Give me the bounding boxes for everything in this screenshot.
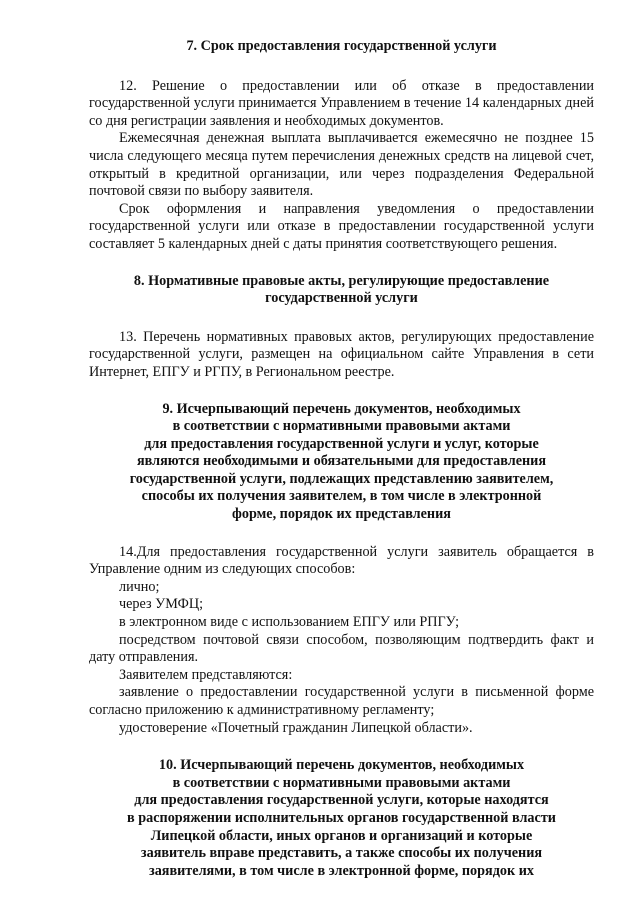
section-8-paragraph-1: 13. Перечень нормативных правовых актов, регулирующих предоставление государственной услуги, размещен на официальном сайте Управления в сети Интернет, ЕПГУ и РГПУ, в Региональном реестре. [89, 328, 594, 380]
section-10-heading [89, 757, 594, 880]
section-7-paragraph-3: Срок оформления и направления уведомления о предоставлении государственной услуги или отказе в предоставлении государственной услуги составляет 5 календарных дней с даты принятия соответствующего решения. [89, 200, 594, 252]
section-10-heading-line: Липецкой области, иных органов и организаций и которые [150, 827, 533, 844]
list-item: лично; [119, 578, 160, 595]
list-item: удостоверение «Почетный гражданин Липецкой области». [119, 719, 473, 736]
section-8-heading [89, 273, 594, 308]
section-7-paragraph-1: 12. Решение о предоставлении или об отказе в предоставлении государственной услуги принимается Управлением в течение 14 календарных дней со дня регистрации заявления и необходимых документов. [89, 77, 594, 129]
section-10-heading-line: заявителями, в том числе в электронной форме, порядок их [149, 862, 534, 879]
section-7-paragraph-2: Ежемесячная денежная выплата выплачивается ежемесячно не позднее 15 числа следующего месяца путем перечисления денежных средств на лицевой счет, открытый в кредитной организации, или через подразделения Федеральной почтовой связи по выбору заявителя. [89, 130, 594, 200]
section-9-paragraph-1: 14.Для предоставления государственной услуги заявитель обращается в Управление одним из следующих способов: [89, 543, 594, 578]
section-9-heading-line: форме, порядок их представления [232, 506, 451, 523]
section-7-heading: 7. Срок предоставления государственной услуги [186, 38, 497, 54]
section-8-heading-line: государственной услуги [265, 290, 418, 307]
list-item: в электронном виде с использованием ЕПГУ или РПГУ; [119, 614, 460, 631]
section-9-heading-line: для предоставления государственной услуги и услуг, которые [144, 435, 539, 452]
section-9-heading-line: способы их получения заявителем, в том числе в электронной [141, 488, 542, 505]
section-9-paragraph-2: Заявителем представляются: [119, 666, 293, 683]
section-10-heading-line: 10. Исчерпывающий перечень документов, необходимых [158, 757, 525, 774]
list-item: заявление о предоставлении государственной услуги в письменной форме согласно приложению к административному регламенту; [89, 684, 594, 718]
section-9-heading-line: в соответствии с нормативными правовыми актами [172, 418, 511, 435]
section-9-heading-line: являются необходимыми и обязательными для предоставления [136, 453, 547, 470]
section-9-heading-line: государственной услуги, подлежащих представлению заявителем, [129, 470, 554, 487]
section-10-heading-line: заявитель вправе представить, а также способы их получения [140, 845, 543, 862]
section-10-heading-line: для предоставления государственной услуги, которые находятся [134, 792, 549, 809]
section-9-heading-line: 9. Исчерпывающий перечень документов, необходимых [162, 400, 521, 417]
section-10-heading-line: в распоряжении исполнительных органов государственной власти [127, 809, 556, 826]
section-10-heading-line: в соответствии с нормативными правовыми актами [172, 774, 511, 791]
list-item: через УМФЦ; [119, 596, 204, 613]
list-item: посредством почтовой связи способом, позволяющим подтвердить факт и дату отправления. [89, 631, 594, 666]
section-9-heading [89, 401, 594, 524]
section-8-heading-line: 8. Нормативные правовые акты, регулирующие предоставление [133, 272, 550, 289]
